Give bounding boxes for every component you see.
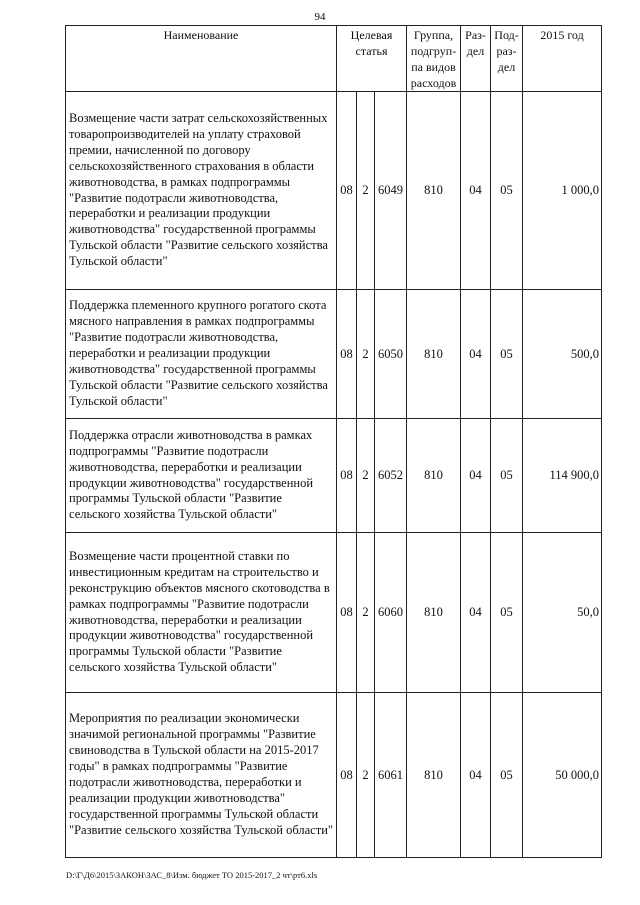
row-section: 04 (461, 92, 491, 290)
table-row (66, 533, 602, 693)
row-section: 04 (461, 419, 491, 533)
row-amount: 50 000,0 (523, 693, 602, 858)
header-group: Группа, подгруп-па видов расходов (407, 26, 461, 92)
row-target-part2: 2 (357, 693, 375, 858)
row-subsection: 05 (491, 533, 523, 693)
header-name: Наименование (66, 26, 337, 92)
row-name: Возмещение части процентной ставки по инвестиционным кредитам на строительство и реконструкцию объектов мясного скотоводства в рамках подпрограммы "Развитие подотрасли животноводства, переработки и реализации продукции животноводства" государственной программы Тульской области "Развитие сельского хозяйства Тульской области" (66, 533, 337, 693)
header-subsection: Под-раз-дел (491, 26, 523, 92)
table-row (66, 419, 602, 533)
row-name: Возмещение части затрат сельскохозяйственных товаропроизводителей на уплату страховой премии, начисленной по договору сельскохозяйственного страхования в области животноводства, в рамках подпрограммы "Развитие подотрасли животноводства, переработки и реализации продукции животноводства" государственной программы Тульской области "Развитие сельского хозяйства Тульской области" (66, 92, 337, 290)
row-target-part2: 2 (357, 290, 375, 419)
row-target-part1: 08 (337, 533, 357, 693)
budget-table (65, 25, 602, 858)
row-name: Поддержка отрасли животноводства в рамках подпрограммы "Развитие подотрасли животноводства, переработки и реализации продукции животноводства" государственной программы Тульской области "Развитие сельского хозяйства Тульской области" (66, 419, 337, 533)
row-target-part3: 6060 (375, 533, 407, 693)
row-target-part3: 6061 (375, 693, 407, 858)
row-target-part2: 2 (357, 419, 375, 533)
header-year: 2015 год (523, 26, 602, 92)
row-target-part3: 6050 (375, 290, 407, 419)
row-name: Мероприятия по реализации экономически значимой региональной программы "Развитие свиноводства в Тульской области на 2015-2017 годы" в рамках подпрограммы "Развитие подотрасли животноводства, переработки и реализации продукции животноводства" государственной программы Тульской области "Развитие сельского хозяйства Тульской области" (66, 693, 337, 858)
row-target-part1: 08 (337, 419, 357, 533)
row-target-part1: 08 (337, 92, 357, 290)
row-amount: 1 000,0 (523, 92, 602, 290)
row-subsection: 05 (491, 693, 523, 858)
page-number: 94 (314, 11, 326, 23)
row-amount: 500,0 (523, 290, 602, 419)
file-path-footer: D:\Г\Д6\2015\ЗАКОН\ЗАС_8\Изм. бюджет ТО 2015-2017_2 чт\рт6.xls (66, 870, 318, 880)
row-section: 04 (461, 290, 491, 419)
row-subsection: 05 (491, 419, 523, 533)
row-target-part1: 08 (337, 693, 357, 858)
row-subsection: 05 (491, 290, 523, 419)
row-section: 04 (461, 693, 491, 858)
row-target-part1: 08 (337, 290, 357, 419)
row-group: 810 (407, 419, 461, 533)
row-target-part3: 6049 (375, 92, 407, 290)
row-group: 810 (407, 533, 461, 693)
table-row (66, 92, 602, 290)
row-target-part2: 2 (357, 533, 375, 693)
row-amount: 50,0 (523, 533, 602, 693)
row-group: 810 (407, 92, 461, 290)
table-header-row (66, 26, 602, 92)
row-target-part2: 2 (357, 92, 375, 290)
header-target: Целевая статья (337, 26, 407, 92)
row-amount: 114 900,0 (523, 419, 602, 533)
row-section: 04 (461, 533, 491, 693)
row-subsection: 05 (491, 92, 523, 290)
row-group: 810 (407, 290, 461, 419)
table-row (66, 693, 602, 858)
table-row (66, 290, 602, 419)
header-section: Раз-дел (461, 26, 491, 92)
row-group: 810 (407, 693, 461, 858)
row-target-part3: 6052 (375, 419, 407, 533)
row-name: Поддержка племенного крупного рогатого скота мясного направления в рамках подпрограммы "Развитие подотрасли животноводства, переработки и реализации продукции животноводства" государственной программы Тульской области "Развитие сельского хозяйства Тульской области" (66, 290, 337, 419)
